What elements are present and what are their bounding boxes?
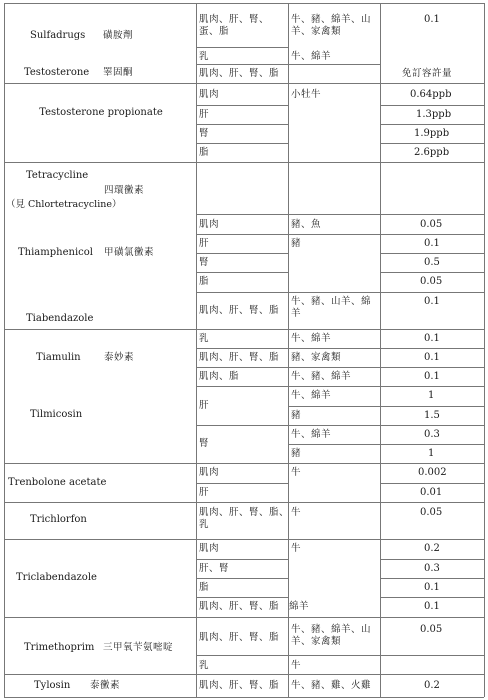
- row-line: [4, 697, 484, 698]
- tissue-cell: 腎: [199, 257, 210, 268]
- species-cell: 牛、綿羊: [291, 333, 332, 344]
- species-cell: 牛、豬、山羊、綿羊: [291, 296, 372, 319]
- limit-value: 0.1: [424, 371, 440, 382]
- tissue-cell: 肌肉、脂: [199, 371, 240, 382]
- tissue-cell: 肌肉、肝、腎、脂: [199, 680, 280, 691]
- tissue-cell: 肝: [199, 238, 210, 249]
- row-line: [380, 559, 484, 560]
- drug-name-en: Triclabendazole: [16, 572, 97, 583]
- row-line: [196, 105, 288, 106]
- limit-value: 0.002: [418, 467, 447, 478]
- species-cell: 牛、綿羊: [291, 51, 332, 62]
- column-line: [4, 3, 5, 697]
- limit-value: 0.64ppb: [410, 89, 452, 100]
- limit-value: 0.05: [420, 624, 443, 635]
- drug-name-zh: 磺胺劑: [103, 30, 134, 41]
- drug-name-en: Tilmicosin: [30, 409, 83, 420]
- species-cell: 豬: [291, 410, 302, 421]
- limit-value: 0.2: [424, 543, 440, 554]
- limit-value: 1.9ppb: [414, 128, 450, 139]
- row-line: [196, 655, 484, 656]
- limit-value: 0.3: [424, 429, 440, 440]
- tissue-cell: 肌肉: [199, 89, 220, 100]
- tissue-cell: 肌肉、肝、腎、脂: [199, 68, 280, 79]
- tissue-cell: 乳: [199, 333, 210, 344]
- drug-name-en: Trichlorfon: [30, 514, 87, 525]
- row-line: [196, 425, 484, 426]
- row-line: [196, 578, 288, 579]
- drug-name-en: [36, 107, 166, 119]
- column-line: [288, 3, 289, 697]
- row-line: [196, 292, 484, 293]
- species-cell: 牛: [291, 507, 302, 518]
- row-line: [380, 105, 484, 106]
- tissue-cell: 肌肉、肝、腎、脂、乳: [199, 507, 290, 530]
- species-cell: 牛、綿羊: [291, 390, 332, 401]
- row-line: [4, 539, 484, 540]
- cross-reference-note: （見 Chlortetracycline）: [6, 199, 122, 210]
- limit-value: 0.05: [420, 219, 443, 230]
- limit-value: 0.3: [424, 563, 440, 574]
- drug-name-zh: 三甲氧苄氨嘧啶: [103, 642, 174, 653]
- drug-name-zh: 泰妙素: [104, 352, 135, 363]
- drug-name-en: Tylosin: [34, 680, 71, 691]
- tissue-cell: 腎: [199, 128, 210, 139]
- limit-value: 0.5: [424, 257, 440, 268]
- row-line: [4, 502, 484, 503]
- limit-value: 免訂容許量: [402, 68, 453, 79]
- limit-value: 0.1: [424, 582, 440, 593]
- tissue-cell: 乳: [199, 660, 210, 671]
- tissue-cell: 肝、腎: [199, 563, 230, 574]
- limit-value: 1.3ppb: [416, 109, 452, 120]
- row-line: [4, 463, 484, 464]
- row-line: [196, 272, 288, 273]
- tissue-cell: 肝: [199, 109, 210, 120]
- limit-value: 2.6ppb: [414, 147, 450, 158]
- species-cell: 牛、豬、綿羊、山羊、家禽類: [291, 624, 372, 647]
- tissue-cell: 肌肉、肝、腎、脂: [199, 632, 280, 643]
- species-cell: 豬: [291, 448, 302, 459]
- row-line: [380, 143, 484, 144]
- species-cell: 牛、豬、綿羊、山羊、家禽類: [291, 14, 372, 37]
- tissue-cell: 肌肉、肝、腎、脂: [199, 305, 280, 316]
- tissue-cell: 肌肉、肝、腎、脂: [199, 601, 280, 612]
- drug-name-en: Trenbolone acetate: [8, 477, 107, 488]
- row-line: [196, 234, 484, 235]
- row-line: [380, 483, 484, 484]
- row-line: [4, 162, 484, 163]
- species-cell: 牛: [291, 543, 302, 554]
- tissue-cell: 肝: [199, 400, 210, 411]
- species-cell: 牛、綿羊: [291, 429, 332, 440]
- row-line: [380, 124, 484, 125]
- limit-value: 1.5: [424, 410, 440, 421]
- limit-value: 0.05: [420, 507, 443, 518]
- tissue-cell: 脂: [199, 582, 210, 593]
- drug-name-zh: 泰黴素: [90, 680, 121, 691]
- row-line: [196, 214, 484, 215]
- column-line: [380, 3, 381, 697]
- row-line: [288, 406, 484, 407]
- drug-name-en: Sulfadrugs: [30, 30, 86, 41]
- limit-value: 0.01: [420, 487, 443, 498]
- row-line: [288, 444, 484, 445]
- row-line: [196, 597, 288, 598]
- tissue-cell: 肌肉、肝、腎、蛋、脂: [199, 14, 270, 37]
- limit-value: 0.1: [424, 601, 440, 612]
- tissue-cell: 脂: [199, 147, 210, 158]
- tissue-cell: 肌肉: [199, 467, 220, 478]
- species-cell: 綿羊: [289, 601, 310, 612]
- row-line: [196, 559, 288, 560]
- species-cell: 牛: [291, 467, 302, 478]
- drug-name-en: Tiamulin: [36, 352, 81, 363]
- limit-value: 1: [428, 448, 435, 459]
- row-line: [380, 578, 484, 579]
- row-line: [196, 143, 288, 144]
- row-line: [196, 64, 288, 65]
- limit-value: 1: [428, 390, 435, 401]
- row-line: [4, 329, 484, 330]
- limit-value: 0.1: [424, 333, 440, 344]
- row-line: [4, 617, 484, 618]
- row-line: [196, 124, 288, 125]
- row-line: [196, 386, 484, 387]
- tissue-cell: 肌肉、肝、腎、脂: [199, 352, 280, 363]
- limit-value: 0.1: [424, 14, 440, 25]
- drug-name-en: Testosterone: [24, 67, 90, 78]
- drug-name-zh: 甲磺氯黴素: [104, 247, 155, 258]
- limit-value: 0.1: [424, 296, 440, 307]
- row-line: [196, 367, 484, 368]
- row-line: [4, 83, 484, 84]
- drug-name-text: Testosterone propionate: [39, 107, 163, 118]
- species-cell: 小牡牛: [291, 89, 322, 100]
- limit-value: 0.1: [424, 238, 440, 249]
- row-line: [196, 253, 288, 254]
- tissue-cell: 脂: [199, 276, 210, 287]
- row-line: [380, 272, 484, 273]
- species-cell: 豬: [291, 238, 302, 249]
- drug-name-en: Trimethoprim: [24, 642, 95, 653]
- column-line: [484, 3, 485, 697]
- drug-name-zh: 睪固酮: [103, 67, 134, 78]
- tissue-cell: 腎: [199, 438, 210, 449]
- column-line: [196, 3, 197, 697]
- row-line: [380, 597, 484, 598]
- row-line: [4, 3, 484, 4]
- row-line: [4, 674, 484, 675]
- species-cell: 牛: [291, 660, 302, 671]
- row-line: [196, 348, 484, 349]
- tissue-cell: 肝: [199, 487, 210, 498]
- species-cell: 豬、家禽類: [291, 352, 342, 363]
- drug-name-en: Tetracycline: [26, 170, 89, 181]
- row-line: [380, 253, 484, 254]
- row-line: [288, 64, 380, 65]
- row-line: [196, 483, 288, 484]
- limit-value: 0.1: [424, 352, 440, 363]
- limit-value: 0.05: [420, 276, 443, 287]
- species-cell: 豬、魚: [291, 219, 322, 230]
- limit-value: 0.2: [424, 680, 440, 691]
- drug-name-en: Tiabendazole: [26, 313, 94, 324]
- species-cell: 牛、豬、綿羊: [291, 371, 352, 382]
- drug-name-zh: 四環黴素: [104, 185, 145, 196]
- tissue-cell: 肌肉: [199, 219, 220, 230]
- drug-name-en: Thiamphenicol: [18, 247, 93, 258]
- row-line: [196, 47, 288, 48]
- tissue-cell: 乳: [199, 51, 210, 62]
- tissue-cell: 肌肉: [199, 543, 220, 554]
- species-cell: 牛、豬、雞、火雞: [291, 680, 372, 691]
